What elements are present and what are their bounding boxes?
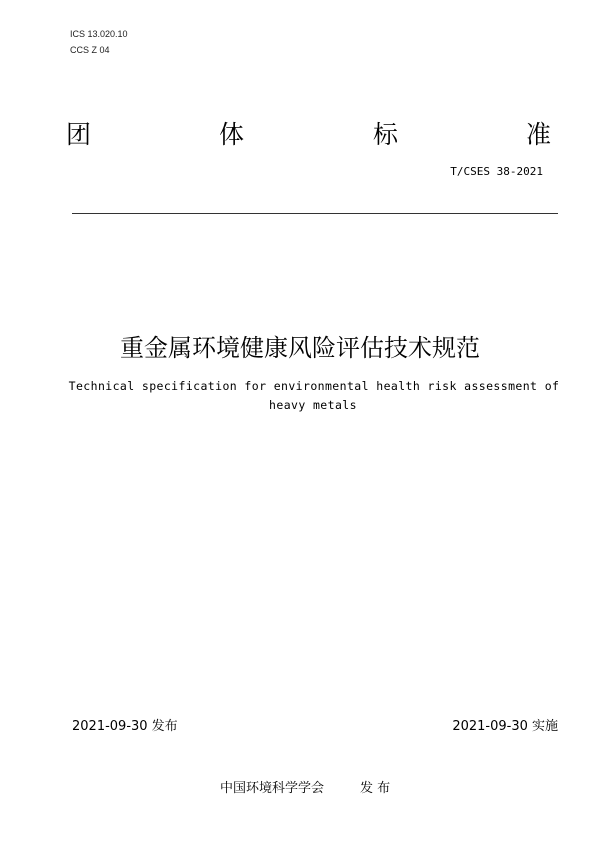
publisher: 中国环境科学学会 bbox=[220, 781, 325, 796]
publish-date: 2021-09-30 发布 bbox=[72, 719, 178, 734]
standard-code: T/CSES 38-2021 bbox=[450, 165, 543, 178]
category-char: 团 bbox=[66, 120, 92, 149]
implement-date: 2021-09-30 实施 bbox=[452, 719, 558, 734]
title-english-line2: heavy metals bbox=[269, 398, 357, 412]
publisher-suffix: 发 布 bbox=[360, 781, 391, 796]
category-char: 体 bbox=[219, 120, 245, 149]
divider bbox=[72, 213, 558, 214]
ccs-code: CCS Z 04 bbox=[70, 45, 110, 55]
ics-code: ICS 13.020.10 bbox=[70, 29, 128, 39]
title-english-line1: Technical specification for environmental health risk assessment of bbox=[68, 379, 560, 393]
category-char: 准 bbox=[526, 120, 552, 149]
title-chinese: 重金属环境健康风险评估技术规范 bbox=[120, 334, 480, 362]
category-char: 标 bbox=[373, 120, 399, 149]
